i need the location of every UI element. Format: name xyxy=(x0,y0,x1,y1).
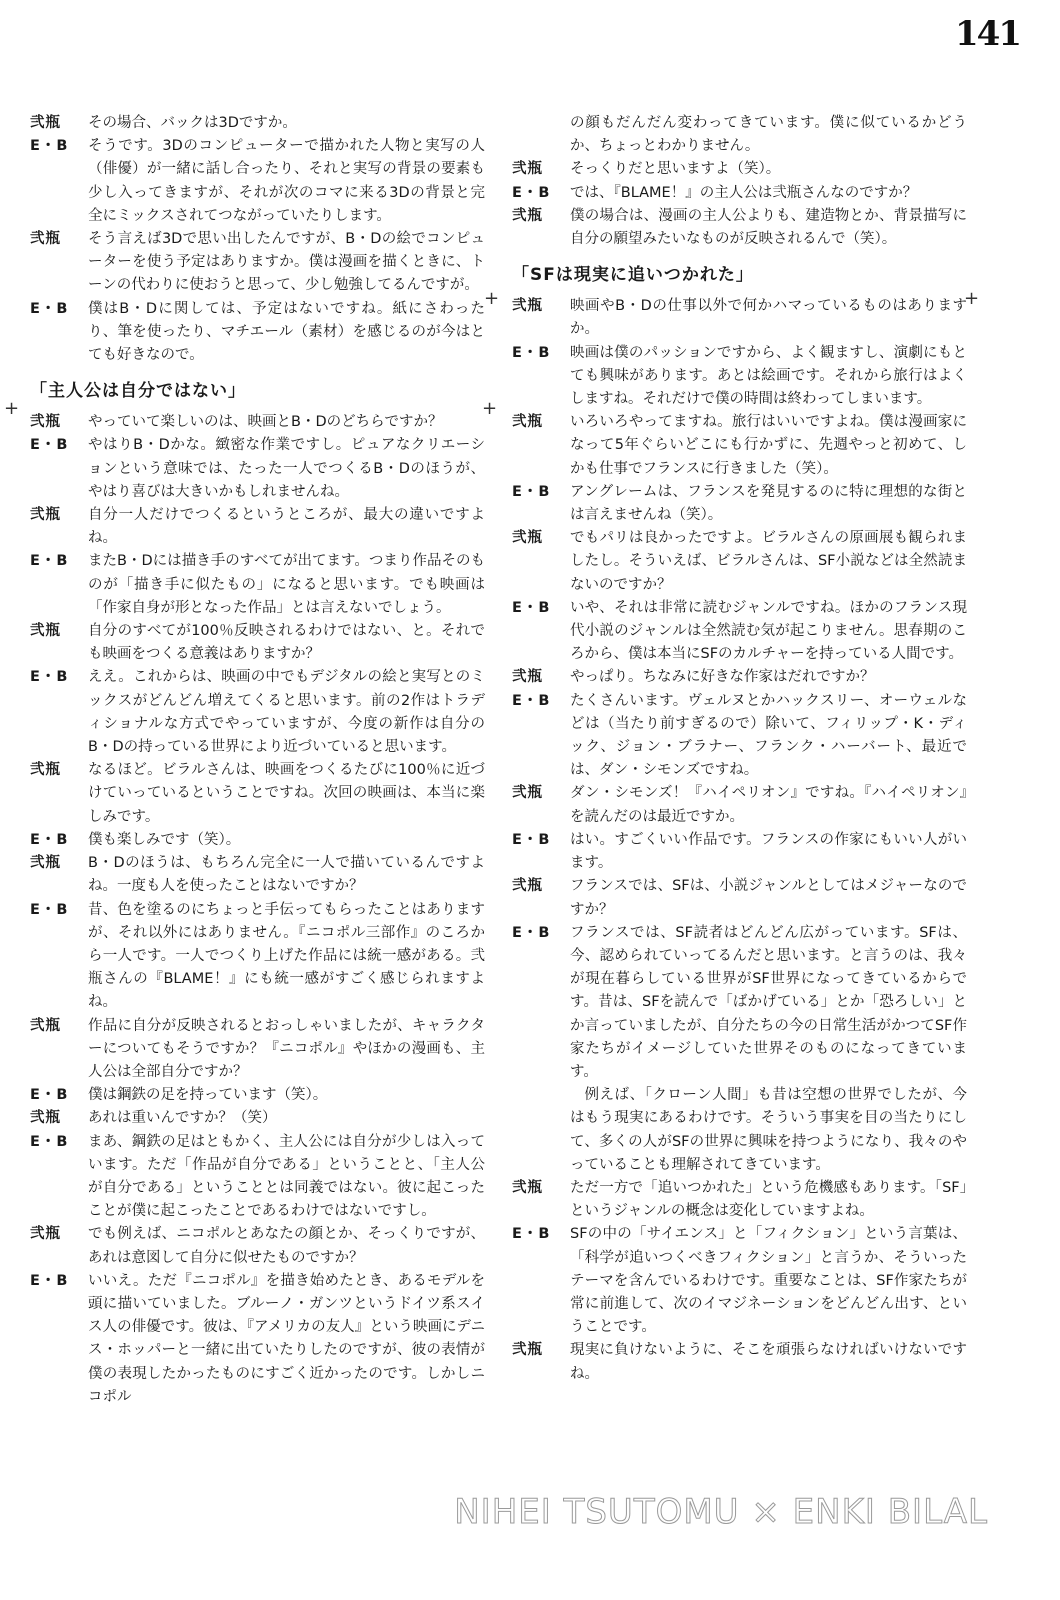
dialogue-entry xyxy=(30,759,485,829)
dialogue-text: またB・Dには描き手のすべてが出てます。つまり作品そのものが「描き手に似たもの」になると思います。でも映画は「作家自身が形となった作品」とは言えないでしょう。 xyxy=(88,553,485,616)
speaker-label: 弐瓶 xyxy=(30,1110,61,1127)
speaker-label: E・B xyxy=(512,599,551,616)
dialogue-text: たくさんいます。ヴェルヌとかハックスリー、オーウェルなどは（当たり前すぎるので）除いて、フィリップ・K・ディック、ジョン・ブラナー、フランク・ハーバート、最近では、ダン・シモンズですね。 xyxy=(570,692,967,779)
dialogue-entry xyxy=(512,666,967,689)
speaker-label: 弐瓶 xyxy=(30,1017,61,1034)
speaker-label: E・B xyxy=(512,1226,551,1243)
dialogue-text: やっていて楽しいのは、映画とB・Dのどちらですか？ xyxy=(88,414,443,431)
dialogue-text: でもパリは良かったですよ。ビラルさんの原画展も観られましたし。そういえば、ビラルさんは、SF小説などは全然読まないのですか？ xyxy=(570,530,967,593)
dialogue-text: 自分一人だけでつくるというところが、最大の違いですよね。 xyxy=(88,507,485,547)
speaker-label: E・B xyxy=(512,692,551,709)
dialogue-entry xyxy=(30,829,485,852)
dialogue-entry xyxy=(512,782,967,828)
dialogue-text: 自分のすべてが100％反映されるわけではない、と。それでも映画をつくる意義はありますか？ xyxy=(88,623,485,663)
dialogue-entry xyxy=(30,228,485,298)
dialogue-text: あれは重いんですか？（笑） xyxy=(88,1110,277,1127)
dialogue-entry xyxy=(30,298,485,368)
speaker-label: E・B xyxy=(30,437,69,454)
dialogue-entry xyxy=(30,504,485,550)
dialogue-text: ただ一方で「追いつかれた」という危機感もあります。「SF」というジャンルの概念は変化していますよね。 xyxy=(570,1179,967,1220)
dialogue-entry xyxy=(512,527,967,597)
speaker-label: E・B xyxy=(512,831,551,848)
dialogue-text: 昔、色を塗るのにちょっと手伝ってもらったことはありますが、それ以外にはありません。『ニコポル三部作』のころから一人です。一人でつくり上げた作品には統一感がある。弐瓶さんの『BLAME！』にも統一感がすごく感じられますよね。 xyxy=(88,901,485,1011)
dialogue-text: そう言えば3Dで思い出したんですが、B・Dの絵でコンピューターを使う予定はありますか。僕は漫画を描くときに、トーンの代わりに使おうと思って、少し勉強してるんですが。 xyxy=(88,231,485,294)
speaker-label: 弐瓶 xyxy=(512,207,543,224)
speaker-label: 弐瓶 xyxy=(30,115,61,131)
speaker-label: 弐瓶 xyxy=(512,298,543,315)
speaker-label: 弐瓶 xyxy=(30,762,61,779)
dialogue-text: フランスでは、SFは、小説ジャンルとしてはメジャーなのですか？ xyxy=(570,878,967,918)
dialogue-text: いや、それは非常に読むジャンルですね。ほかのフランス現代小説のジャンルは全然読む気が起こりません。思春期のころから、僕は本当にSFのカルチャーを持っている人間です。 xyxy=(570,599,967,663)
dialogue-entry xyxy=(512,481,967,527)
speaker-label: E・B xyxy=(30,901,69,918)
dialogue-text: フランスでは、SF読者はどんどん広がっています。SFは、今、認められていってるんだと思います。と言うのは、我々が現在暮らしている世界がSF世界になってきているからです。昔は、SFを読んで「ばかげている」とか「恐ろしい」とか言っていましたが、自分たちの今の日常生活がかつてSF作家たちがイメージしていた世界そのものになってきています。 xyxy=(570,924,967,1080)
dialogue-entry xyxy=(30,1107,485,1130)
dialogue-text: いろいろやってますね。旅行はいいですよね。僕は漫画家になって5年ぐらいどこにも行かずに、先週やっと初めて、しかも仕事でフランスに行きました（笑）。 xyxy=(570,414,967,477)
dialogue-entry xyxy=(30,1084,485,1107)
crop-mark: + xyxy=(964,288,980,309)
dialogue-entry xyxy=(30,1270,485,1409)
dialogue-text: やっぱり。ちなみに好きな作家はだれですか？ xyxy=(570,669,875,686)
dialogue-text: そっくりだと思いますよ（笑）。 xyxy=(570,161,781,178)
speaker-label: E・B xyxy=(512,344,551,361)
dialogue-entry xyxy=(30,1015,485,1085)
dialogue-text: 僕はB・Dに関しては、予定はないですね。紙にさわったり、筆を使ったり、マチエール（素材）を感じるのが今はとても好きなので。 xyxy=(88,300,485,364)
speaker-label: E・B xyxy=(30,831,69,848)
dialogue-entry xyxy=(512,295,967,341)
dialogue-text: 映画やB・Dの仕事以外で何かハマっているものはありますか。 xyxy=(570,298,967,338)
crop-mark: + xyxy=(484,288,500,309)
section-heading: 「SFは現実に追いつかれた」 xyxy=(512,265,754,286)
speaker-label: 弐瓶 xyxy=(512,1342,543,1359)
dialogue-entry xyxy=(30,434,485,504)
dialogue-text: まあ、鋼鉄の足はともかく、主人公には自分が少しは入っています。ただ「作品が自分である」ということと、「主人公が自分である」ということとは同義ではない。彼に起こったことが僕に起こったことであるわけではないですし。 xyxy=(88,1133,485,1220)
dialogue-block xyxy=(512,158,967,251)
crop-mark: + xyxy=(482,398,498,419)
dialogue-entry xyxy=(512,411,967,481)
dialogue-entry xyxy=(512,1177,967,1223)
dialogue-text: はい。すごくいい作品です。フランスの作家にもいい人がいます。 xyxy=(570,831,967,872)
dialogue-block xyxy=(30,411,485,1409)
footer-credit: NIHEI TSUTOMU × ENKI BILAL xyxy=(454,1492,988,1532)
speaker-label: 弐瓶 xyxy=(512,785,543,802)
speaker-label: 弐瓶 xyxy=(30,507,61,524)
crop-mark: + xyxy=(4,398,20,419)
speaker-label: E・B xyxy=(30,300,69,317)
dialogue-text: では、『BLAME！』の主人公は弐瓶さんなのですか？ xyxy=(570,184,918,201)
page-number: 141 xyxy=(955,14,1020,54)
dialogue-entry xyxy=(512,922,967,1084)
dialogue-entry xyxy=(512,205,967,251)
dialogue-entry xyxy=(512,158,967,181)
dialogue-text: B・Dのほうは、もちろん完全に一人で描いているんですよね。一度も人を使ったことはないですか？ xyxy=(88,855,485,895)
continued-text: の顔もだんだん変わってきています。僕に似ているかどうか、ちょっとわかりません。 xyxy=(570,115,967,155)
speaker-label: E・B xyxy=(512,483,551,500)
speaker-label: 弐瓶 xyxy=(512,1179,543,1196)
dialogue-entry xyxy=(30,852,485,898)
dialogue-entry xyxy=(512,690,967,783)
dialogue-block xyxy=(512,295,967,1084)
right-column xyxy=(512,112,967,1386)
dialogue-entry xyxy=(30,411,485,434)
speaker-label: 弐瓶 xyxy=(512,878,543,895)
speaker-label: 弐瓶 xyxy=(30,855,61,872)
speaker-label: 弐瓶 xyxy=(512,669,543,686)
dialogue-entry xyxy=(30,1131,485,1224)
dialogue-entry xyxy=(30,135,485,228)
dialogue-text: 僕は鋼鉄の足を持っています（笑）。 xyxy=(88,1087,328,1104)
dialogue-entry xyxy=(30,899,485,1015)
speaker-label: 弐瓶 xyxy=(512,161,543,178)
dialogue-text: なるほど。ビラルさんは、映画をつくるたびに100％に近づけていっているということですね。次回の映画は、本当に楽しみです。 xyxy=(88,762,485,825)
dialogue-text: そうです。3Dのコンピューターで描かれた人物と実写の人（俳優）が一緒に話し合ったり、それと実写の背景の要素も少し入ってきますが、それが次のコマに来る3Dの背景と完全にミックスされてつながっていたりします。 xyxy=(88,138,485,224)
dialogue-entry xyxy=(512,597,967,667)
dialogue-text: その場合、バックは3Dですか。 xyxy=(88,115,297,131)
speaker-label: E・B xyxy=(30,1133,69,1150)
dialogue-entry xyxy=(512,829,967,875)
dialogue-entry xyxy=(512,342,967,412)
speaker-label: E・B xyxy=(512,924,551,941)
speaker-label: 弐瓶 xyxy=(30,414,61,431)
speaker-label: E・B xyxy=(512,184,551,201)
dialogue-entry xyxy=(30,666,485,759)
dialogue-text: ええ。これからは、映画の中でもデジタルの絵と実写とのミックスがどんどん増えてくると思います。前の2作はトラディショナルな方式でやっていますが、今度の新作は自分のB・Dの持っている世界により近づいていると思います。 xyxy=(88,669,485,756)
dialogue-text: でも例えば、ニコポルとあなたの顔とか、そっくりですが、あれは意図して自分に似せたものですか？ xyxy=(88,1226,485,1266)
dialogue-entry xyxy=(30,112,485,135)
speaker-label: 弐瓶 xyxy=(512,530,543,547)
paragraph: 例えば、「クローン人間」も昔は空想の世界でしたが、今はもう現実にあるわけです。そういう事実を目の当たりにして、多くの人がSFの世界に興味を持つようになり、我々のやっていることも理解されてきています。 xyxy=(570,1087,967,1173)
dialogue-entry xyxy=(512,1223,967,1339)
dialogue-text: いいえ。ただ『ニコポル』を描き始めたとき、あるモデルを頭に描いていました。ブルーノ・ガンツというドイツ系スイス人の俳優です。彼は、『アメリカの友人』という映画にデニス・ホッパーと一緒に出ていたりしたのですが、彼の表情が僕の表現したかったものにすごく近かったのです。しかしニコポル xyxy=(88,1272,485,1405)
speaker-label: E・B xyxy=(30,138,69,155)
dialogue-text: 映画は僕のパッションですから、よく観ますし、演劇にもとても興味があります。あとは絵画です。それから旅行はよくしますね。それだけで僕の時間は終わってしまいます。 xyxy=(570,344,967,408)
dialogue-entry xyxy=(30,620,485,666)
speaker-label: E・B xyxy=(30,553,69,570)
dialogue-block xyxy=(30,112,485,367)
speaker-label: 弐瓶 xyxy=(30,623,61,640)
speaker-label: 弐瓶 xyxy=(512,414,543,431)
dialogue-entry xyxy=(512,875,967,921)
dialogue-text: 作品に自分が反映されるとおっしゃいましたが、キャラクターについてもそうですか？『ニコポル』やほかの漫画も、主人公は全部自分ですか？ xyxy=(88,1017,485,1080)
section-heading: 「主人公は自分ではない」 xyxy=(30,381,246,402)
dialogue-entry xyxy=(512,1339,967,1385)
speaker-label: E・B xyxy=(30,1087,69,1104)
dialogue-entry xyxy=(512,182,967,205)
dialogue-block xyxy=(512,1177,967,1386)
speaker-label: E・B xyxy=(30,669,69,686)
dialogue-entry xyxy=(30,1223,485,1269)
dialogue-entry xyxy=(30,550,485,620)
dialogue-text: 僕も楽しみです（笑）。 xyxy=(88,831,241,848)
dialogue-text: やはりB・Dかな。緻密な作業ですし。ピュアなクリエーションという意味では、たった一人でつくるB・Dのほうが、やはり喜びは大きいかもしれませんね。 xyxy=(88,437,485,500)
speaker-label: 弐瓶 xyxy=(30,231,61,248)
dialogue-text: ダン・シモンズ！『ハイペリオン』ですね。『ハイペリオン』を読んだのは最近ですか。 xyxy=(570,785,967,825)
speaker-label: E・B xyxy=(30,1272,69,1289)
dialogue-text: 僕の場合は、漫画の主人公よりも、建造物とか、背景描写に自分の願望みたいなものが反映されるんで（笑）。 xyxy=(570,207,967,248)
left-column xyxy=(30,112,485,1409)
dialogue-text: アングレームは、フランスを発見するのに特に理想的な街とは言えませんね（笑）。 xyxy=(570,483,967,524)
speaker-label: 弐瓶 xyxy=(30,1226,61,1243)
dialogue-text: SFの中の「サイエンス」と「フィクション」という言葉は、「科学が追いつくべきフィクション」と言うか、そういったテーマを含んでいるわけです。重要なことは、SF作家たちが常に前進して、次のイマジネーションをどんどん出す、ということです。 xyxy=(570,1226,967,1336)
dialogue-text: 現実に負けないように、そこを頑張らなければいけないですね。 xyxy=(570,1342,967,1382)
